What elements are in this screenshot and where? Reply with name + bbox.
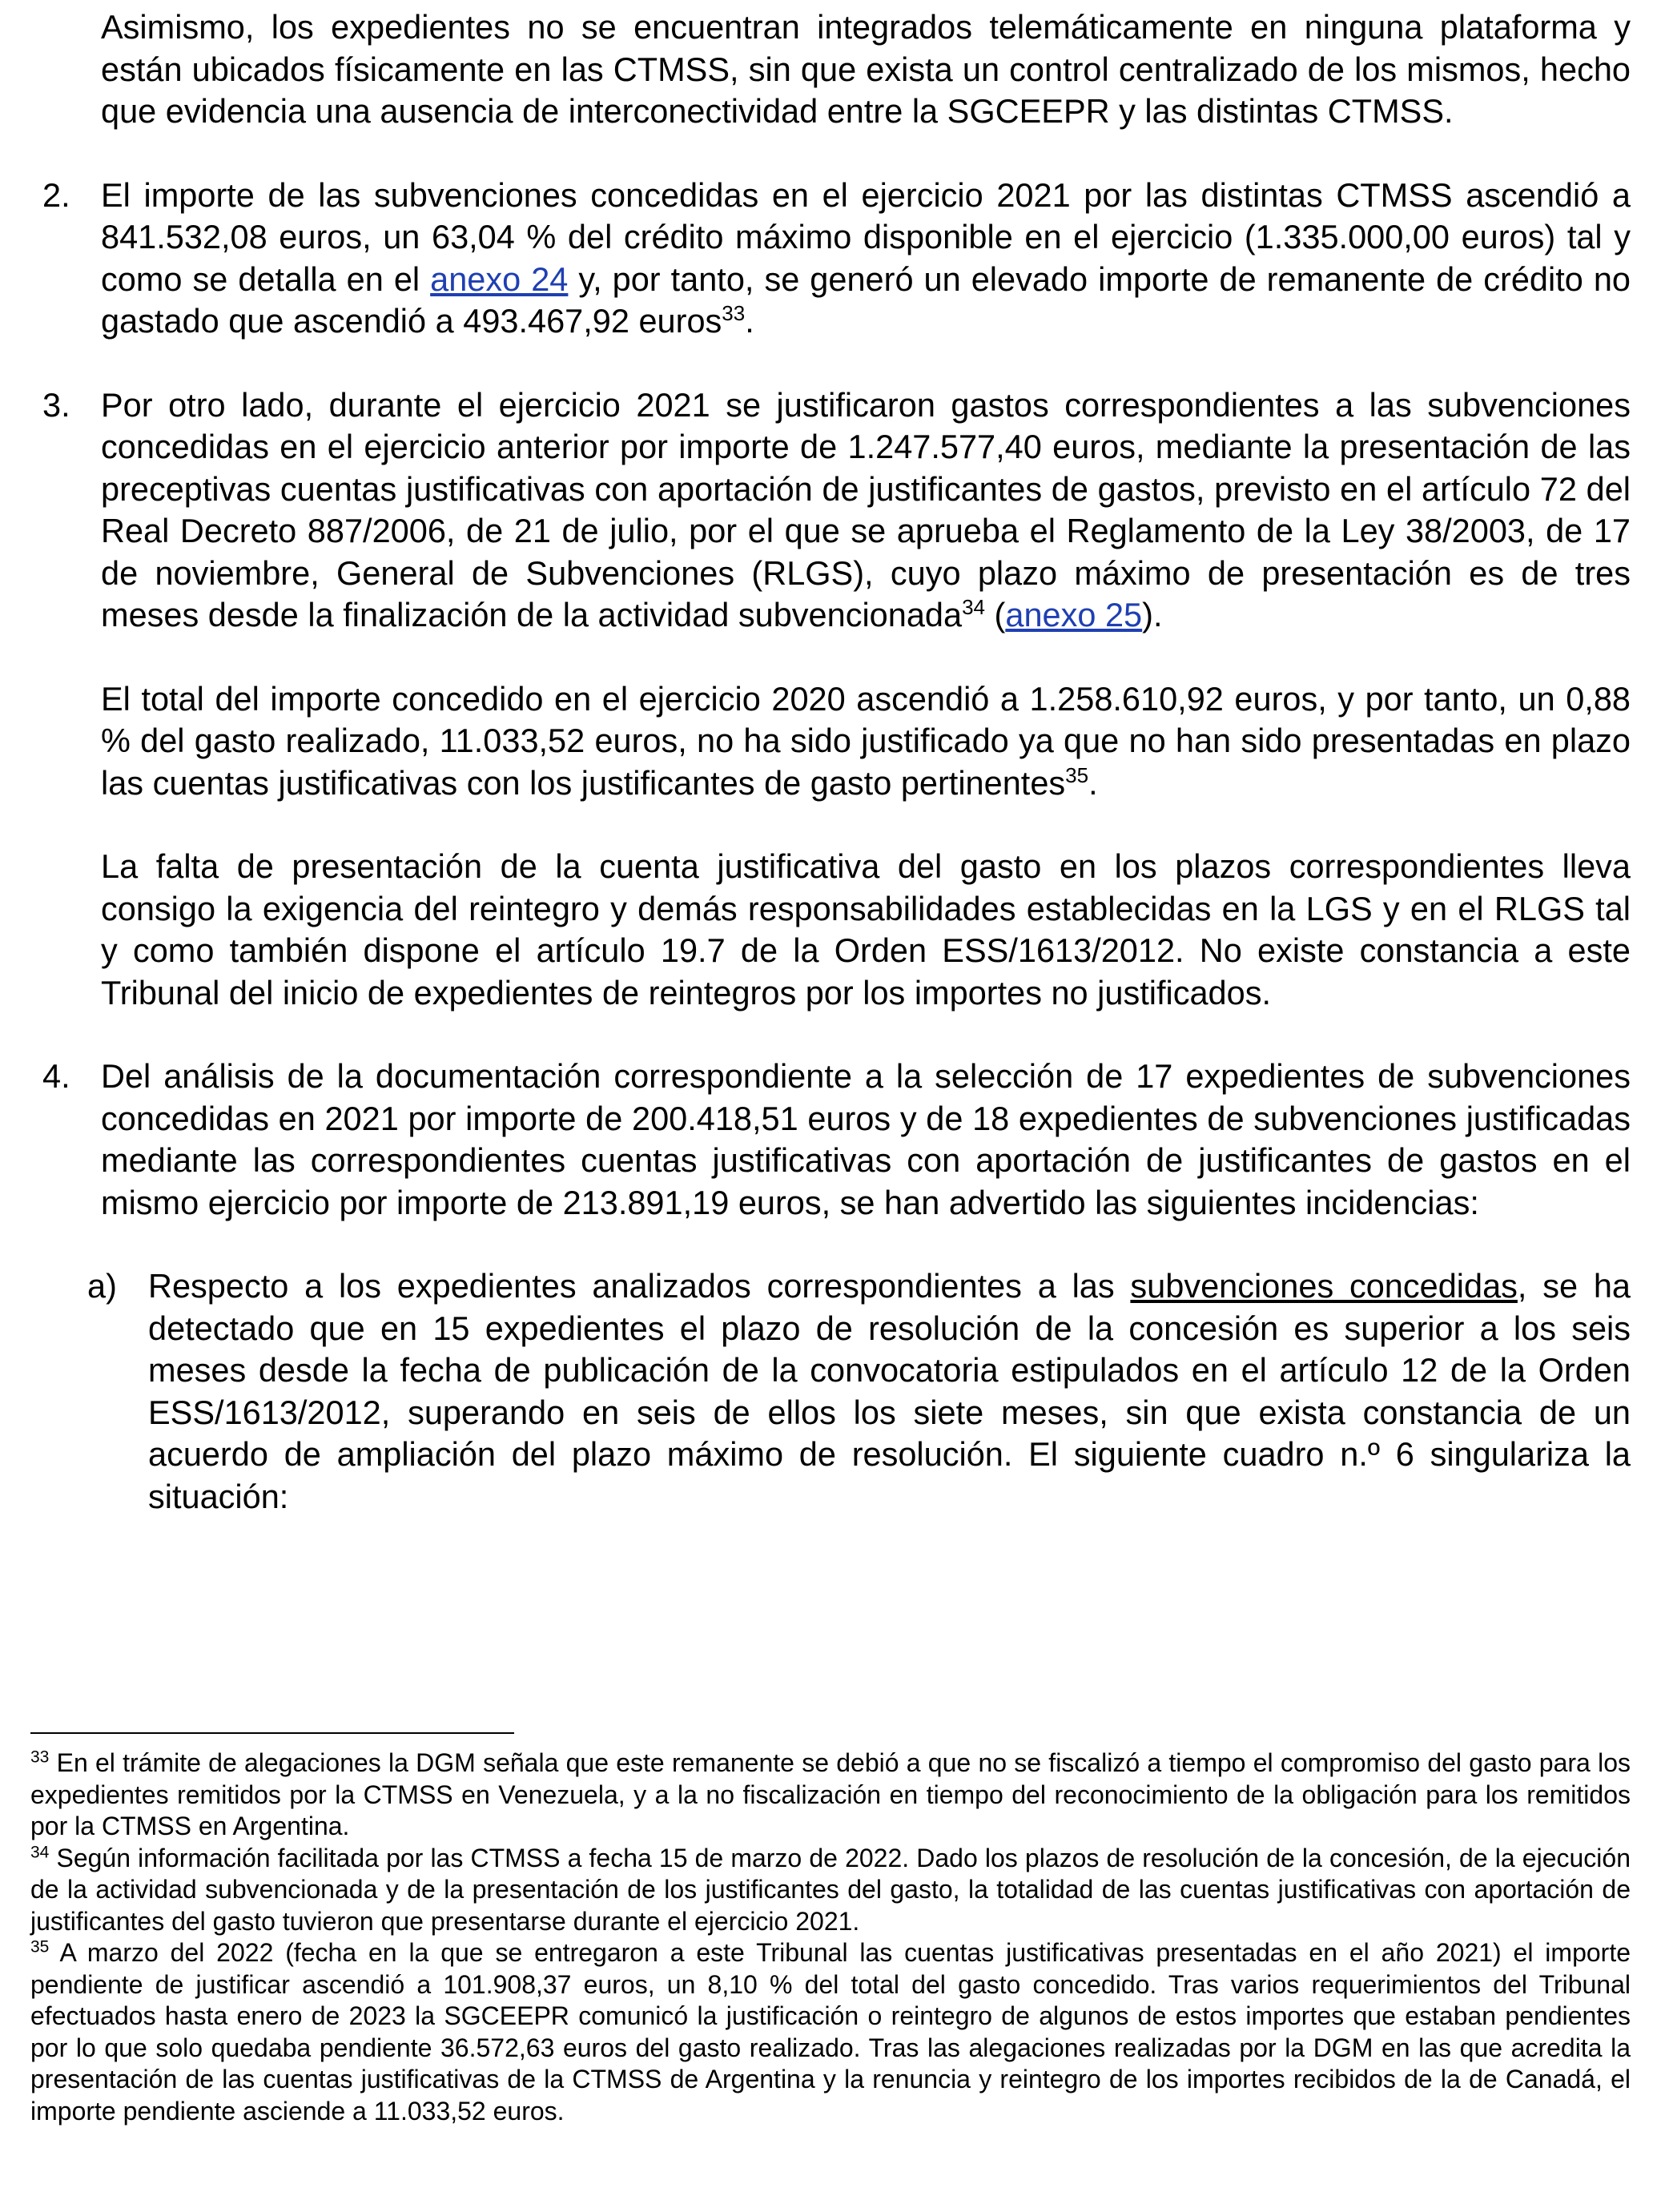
footnote-ref-33[interactable]: 33 — [722, 301, 746, 326]
footnote-33: $^{33}$ En el trámite de alegaciones la DGM señala que este remanente se debió a que no se fiscalizó a tiempo el compromiso del gasto para los expedientes remitidos por la CTMSS en Venezuela, y a la no fiscalización en tiempo del reconocimiento de la obligación para los remitidos por la CTMSS en Argentina. — [30, 1747, 1631, 1840]
footnote-separator — [30, 1732, 514, 1734]
item-3-paragraph: Por otro lado, durante el ejercicio 2021 se justificaron gastos correspondientes a las subvenciones concedidas en el ejercicio anterior por importe de 1.247.577,40 euros, mediante la presentación de las preceptivas cuentas justificativas con aportación de justificantes de gastos, previsto en el artículo 72 del Real Decreto 887/2006, de 21 de julio, por el que se aprueba el Reglamento de la Ley 38/2003, de 17 de noviembre, General de Subvenciones (RLGS), cuyo plazo máximo de presentación es de tres meses desde la finalización de la actividad subvencionada$^{34}$ (anexo 25). — [101, 385, 1631, 633]
item-3-total-paragraph: El total del importe concedido en el ejercicio 2020 ascendió a 1.258.610,92 euros, y por tanto, un 0,88 % del gasto realizado, 11.033,52 euros, no ha sido justificado ya que no han sido presentadas en plazo las cuentas justificativas con los justificantes de gasto pertinentes$^{35}$. — [101, 679, 1631, 802]
underlined-phrase: subvenciones concedidas — [1130, 1267, 1518, 1305]
list-number: 3. — [42, 385, 70, 424]
footnote-ref-34[interactable]: 34 — [962, 595, 985, 620]
footnotes — [30, 1747, 1631, 2127]
list-item-2 — [42, 175, 1631, 343]
list-number: 4. — [42, 1057, 70, 1095]
intro-paragraph: Asimismo, los expedientes no se encuentran integrados telemáticamente en ninguna plataforma y están ubicados físicamente en las CTMSS, sin que exista un control centralizado de los mismos, hecho que evidencia una ausencia de interconectividad entre la SGCEEPR y las distintas CTMSS. — [101, 8, 1631, 130]
list-item-3 — [42, 384, 1631, 1015]
footnote-number: 34 — [30, 1842, 50, 1861]
sub-item-a-paragraph: Respecto a los expedientes analizados correspondientes a las subvenciones concedidas, se ha detectado que en 15 expedientes el plazo de resolución de la concesión es superior a los seis meses desde la fecha de publicación de la convocatoria estipulados en el artículo 12 de la Orden ESS/1613/2012, superando en seis de ellos los siete meses, sin que exista constancia de un acuerdo de ampliación del plazo máximo de resolución. El siguiente cuadro n.º 6 singulariza la situación: — [148, 1267, 1631, 1515]
footnote-number: 33 — [30, 1747, 50, 1767]
list-item-4 — [42, 1056, 1631, 1518]
main-text — [42, 6, 1631, 1518]
sub-item-label: a) — [87, 1267, 117, 1305]
item-4-paragraph: Del análisis de la documentación correspondiente a la selección de 17 expedientes de subvenciones concedidas en 2021 por importe de 200.418,51 euros y de 18 expedientes de subvenciones justificadas mediante las correspondientes cuentas justificativas con aportación de justificantes de gastos en el mismo ejercicio por importe de 213.891,19 euros, se han advertido las siguientes incidencias: — [101, 1057, 1631, 1221]
annex-25-link[interactable]: anexo 25 — [1005, 596, 1143, 633]
footnote-35: $^{35}$ A marzo del 2022 (fecha en la que se entregaron a este Tribunal las cuentas justificativas presentadas en el año 2021) el importe pendiente de justificar ascendió a 101.908,37 euros, un 8,10 % del total del gasto concedido. Tras varios requerimientos del Tribunal efectuados hasta enero de 2023 la SGCEEPR comunicó la justificación o reintegro de algunos de estos importes que estaban pendientes por lo que solo quedaba pendiente 36.572,63 euros del gasto realizado. Tras las alegaciones realizadas por la DGM en las que acredita la presentación de las cuentas justificativas de la CTMSS de Argentina y la renuncia y reintegro de los importes recibidos de la de Canadá, el importe pendiente asciende a 11.033,52 euros. — [30, 1937, 1631, 2126]
footnote-ref-35[interactable]: 35 — [1065, 762, 1089, 787]
sub-item-a — [87, 1265, 1631, 1518]
footnote-number: 35 — [30, 1937, 50, 1957]
list-number: 2. — [42, 175, 70, 214]
item-3-reintegro-paragraph: La falta de presentación de la cuenta justificativa del gasto en los plazos correspondientes lleva consigo la exigencia del reintegro y demás responsabilidades establecidas en la LGS y en el RLGS tal y como también dispone el artículo 19.7 de la Orden ESS/1613/2012. No existe constancia a este Tribunal del inicio de expedientes de reintegros por los importes no justificados. — [101, 847, 1631, 1011]
annex-24-link[interactable]: anexo 24 — [430, 259, 569, 298]
item-2-paragraph: El importe de las subvenciones concedidas en el ejercicio 2021 por las distintas CTMSS ascendió a 841.532,08 euros, un 63,04 % del crédito máximo disponible en el ejercicio (1.335.000,00 euros) tal y como se detalla en el anexo 24 y, por tanto, se generó un elevado importe de remanente de crédito no gastado que ascendió a 493.467,92 euros$^{33}$. — [101, 175, 1631, 340]
footnote-34: $^{34}$ Según información facilitada por las CTMSS a fecha 15 de marzo de 2022. Dado los plazos de resolución de la concesión, de la ejecución de la actividad subvencionada y de la presentación de los justificantes del gasto, la totalidad de las cuentas justificativas con aportación de justificantes del gasto tuvieron que presentarse durante el ejercicio 2021. — [30, 1842, 1631, 1936]
